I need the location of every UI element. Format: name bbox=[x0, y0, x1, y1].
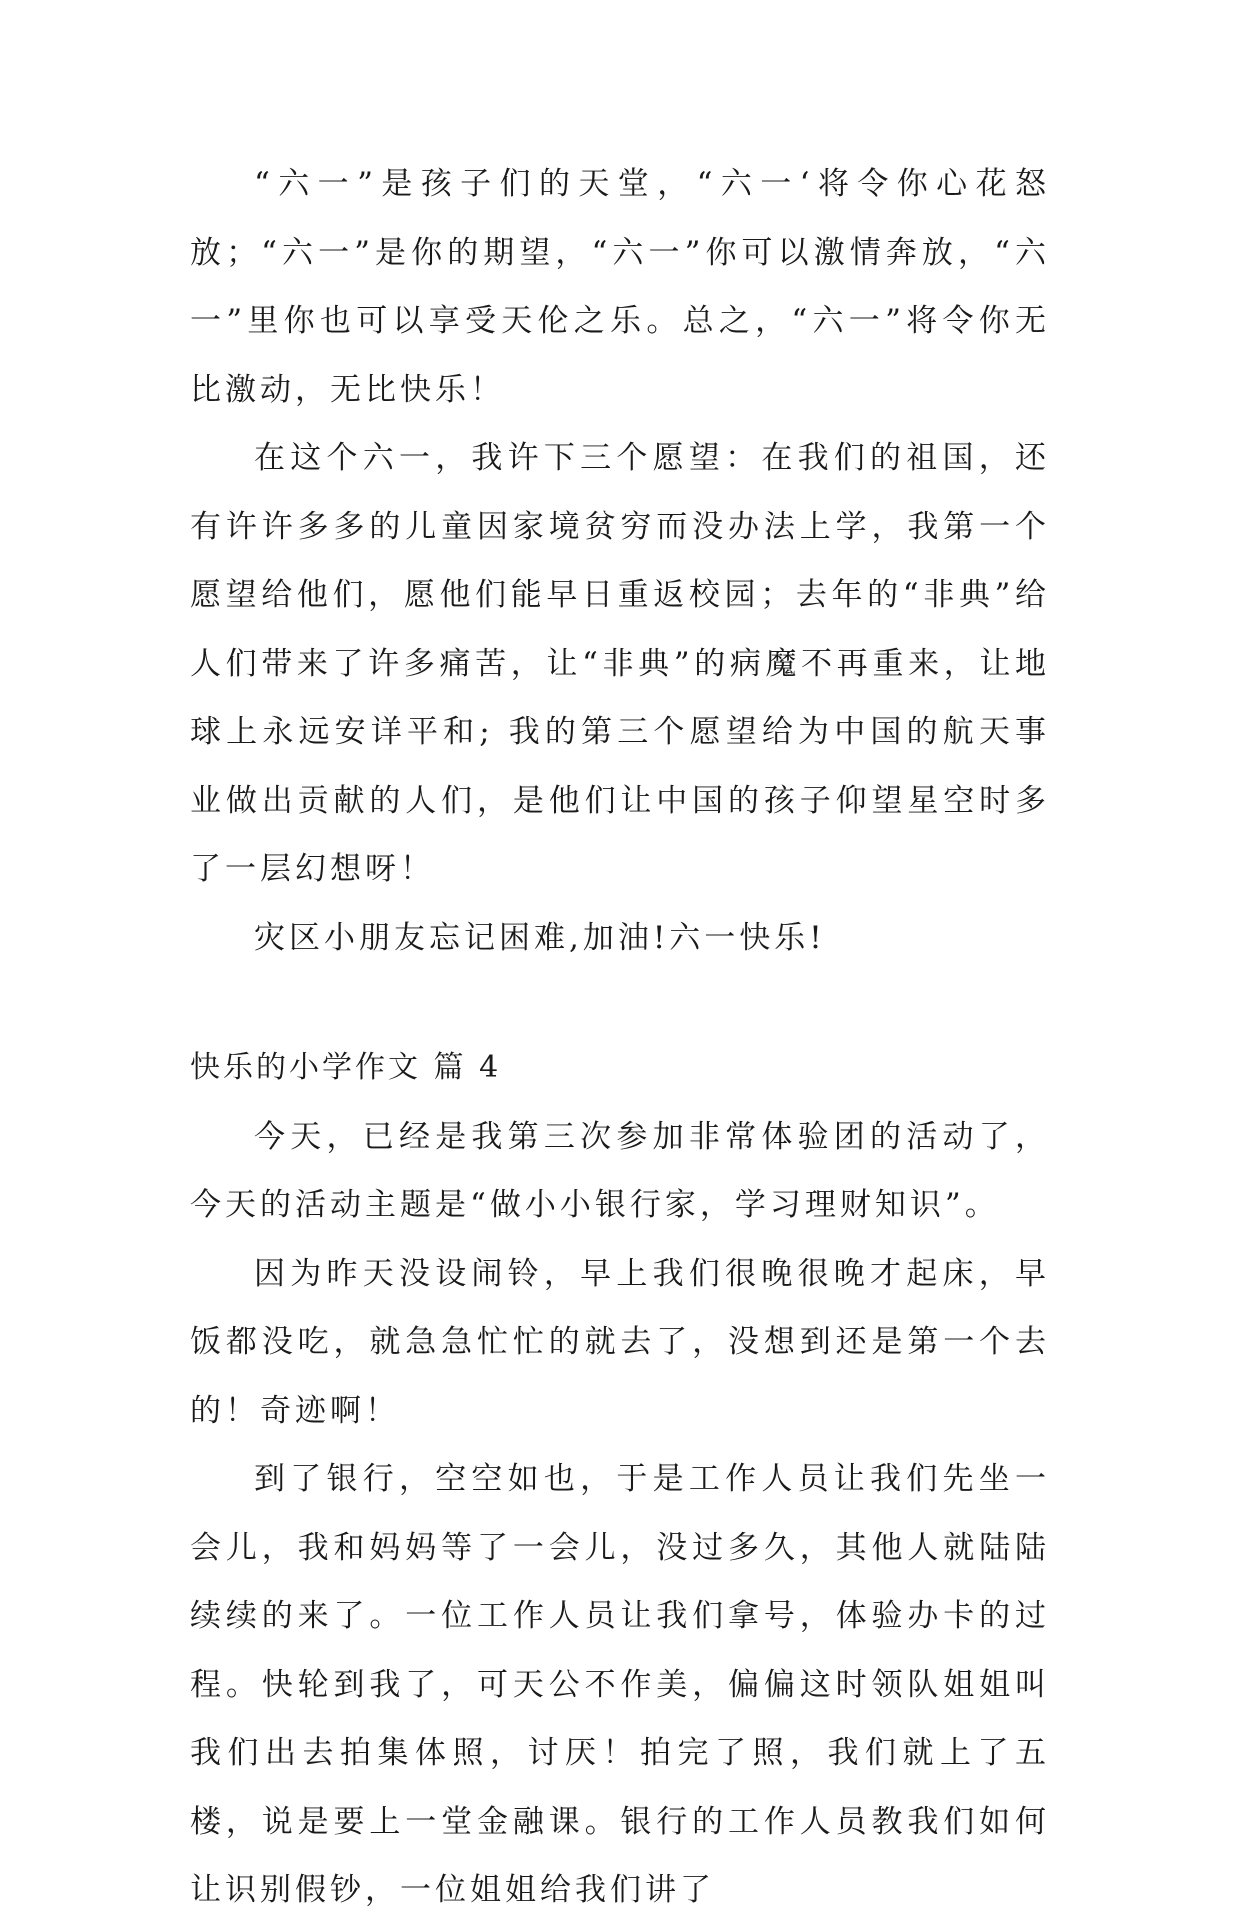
paragraph-at-the-bank: 到了银行，空空如也，于是工作人员让我们先坐一会儿，我和妈妈等了一会儿，没过多久，其他人就陆陆续续的来了。一位工作人员让我们拿号，体验办卡的过程。快轮到我了，可天公不作美，偏偏这时领队姐姐叫我们出去拍集体照，讨厌！拍完了照，我们就上了五楼，说是要上一堂金融课。银行的工作人员教我们如何让识别假钞，一位姐姐给我们讲了 bbox=[190, 1461, 1050, 1908]
essay-heading: 快乐的小学作文 篇 4 bbox=[190, 1050, 502, 1085]
paragraph-bank-activity-intro: 今天，已经是我第三次参加非常体验团的活动了，今天的活动主题是“做小小银行家，学习理财知识”。 bbox=[190, 1118, 1050, 1223]
paragraph-children-day-heaven: “六一”是孩子们的天堂，“六一‘将令你心花怒放；“六一”是你的期望，“六一”你可以激情奔放，“六一”里你也可以享受天伦之乐。总之，“六一”将令你无比激动，无比快乐！ bbox=[190, 166, 1050, 408]
paragraph-three-wishes: 在这个六一，我许下三个愿望：在我们的祖国，还有许许多多的儿童因家境贫穷而没办法上学，我第一个愿望给他们，愿他们能早日重返校园；去年的“非典”给人们带来了许多痛苦，让“非典”的病魔不再重来，让地球上永远安详平和; 我的第三个愿望给为中国的航天事业做出贡献的人们，是他们让中国的孩子仰望星空时多了一层幻想呀！ bbox=[190, 440, 1050, 887]
paragraph-late-morning: 因为昨天没设闹铃，早上我们很晚很晚才起床，早饭都没吃，就急急忙忙的就去了，没想到还是第一个去的！奇迹啊！ bbox=[190, 1255, 1050, 1429]
paragraph-disaster-area-cheer: 灾区小朋友忘记困难,加油!六一快乐! bbox=[254, 919, 826, 956]
